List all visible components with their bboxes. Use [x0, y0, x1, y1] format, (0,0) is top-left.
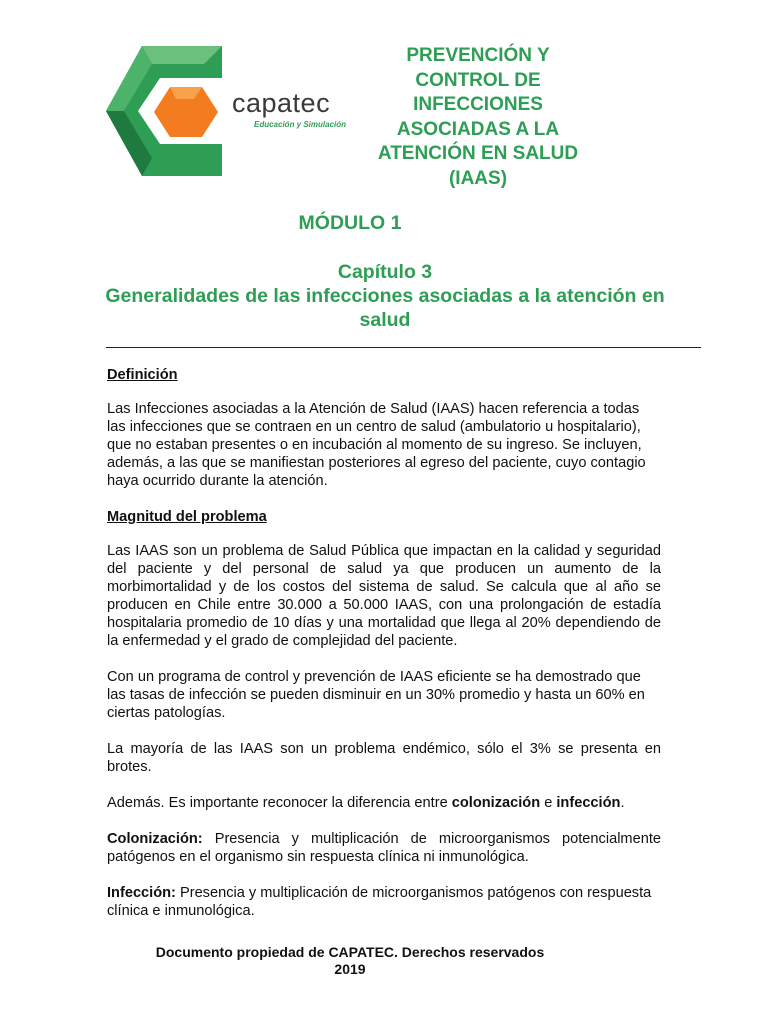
- section-heading-magnitud: Magnitud del problema: [107, 509, 267, 525]
- infeccion-text: Presencia y multiplicación de microorganismos patógenos con respuesta clínica e inmunológica.: [107, 885, 652, 919]
- colonizacion-text: Presencia y multiplicación de microorganismos potencialmente patógenos en el organismo sin respuesta clínica ni inmunológica.: [107, 831, 661, 865]
- paragraph-text: e: [540, 795, 557, 811]
- term-colonizacion: colonización: [451, 795, 541, 811]
- section-heading-definicion: Definición: [107, 367, 178, 383]
- magnitud-paragraph-3: La mayoría de las IAAS son un problema endémico, sólo el 3% se presenta en brotes.: [107, 741, 661, 775]
- capatec-logo: [104, 44, 364, 178]
- chapter-number: Capítulo 3: [337, 261, 433, 283]
- course-title-line: ASOCIADAS A LA: [396, 118, 560, 140]
- document-body: [107, 366, 661, 938]
- logo-tagline: Educación y Simulación: [254, 120, 347, 129]
- magnitud-paragraph-2: Con un programa de control y prevención de IAAS eficiente se ha demostrado que las tasas de infección se pueden disminuir en un 30% promedio y hasta un 60% en ciertas patologías.: [107, 669, 645, 721]
- horizontal-divider: [106, 347, 701, 348]
- footer-copyright: Documento propiedad de CAPATEC. Derechos reservados: [155, 944, 545, 960]
- logo-wordmark: capatec: [232, 88, 331, 118]
- infeccion-definition: [107, 884, 661, 920]
- colonizacion-definition: [107, 830, 661, 866]
- page-footer: [130, 944, 570, 978]
- course-title: [360, 44, 596, 191]
- footer-year: 2019: [334, 961, 366, 977]
- course-title-line: PREVENCIÓN Y: [406, 45, 550, 66]
- definicion-paragraph: Las Infecciones asociadas a la Atención de Salud (IAAS) hacen referencia a todas las infecciones que se contraen en un centro de salud (ambulatorio u hospitalario), que no estaban presentes o en incubación al momento de su ingreso. Se incluyen, además, a las que se manifiestan posteriores al egreso del paciente, cuyo contagio haya ocurrido durante la atención.: [107, 401, 646, 489]
- course-title-line: (IAAS): [448, 167, 508, 189]
- infeccion-term: Infección:: [107, 885, 176, 901]
- paragraph-text: .: [620, 795, 625, 811]
- module-title: MÓDULO 1: [298, 212, 402, 234]
- colonizacion-term: Colonización:: [107, 831, 203, 847]
- course-title-line: CONTROL DE: [415, 69, 541, 91]
- term-infeccion: infección: [556, 795, 621, 811]
- course-title-line: ATENCIÓN EN SALUD: [377, 143, 579, 164]
- magnitud-paragraph-1: Las IAAS son un problema de Salud Pública que impactan en la calidad y seguridad del paciente y del personal de salud ya que producen un aumento de la morbimortalidad y de los costos del sistema de salud. Se calcula que al año se producen en Chile entre 30.000 a 50.000 IAAS, con una prolongación de estadía hospitalaria promedio de 10 días y una mortalidad que llega al 20% dependiendo de la enfermedad y el grado de complejidad del paciente.: [107, 543, 661, 649]
- paragraph-text: Además. Es importante reconocer la diferencia entre: [107, 795, 452, 811]
- capatec-logo-icon: [104, 44, 234, 178]
- course-title-line: INFECCIONES: [413, 94, 543, 115]
- chapter-heading: [100, 260, 670, 332]
- chapter-title: Generalidades de las infecciones asociadas a la atención en salud: [105, 285, 665, 331]
- magnitud-paragraph-4: [107, 794, 661, 812]
